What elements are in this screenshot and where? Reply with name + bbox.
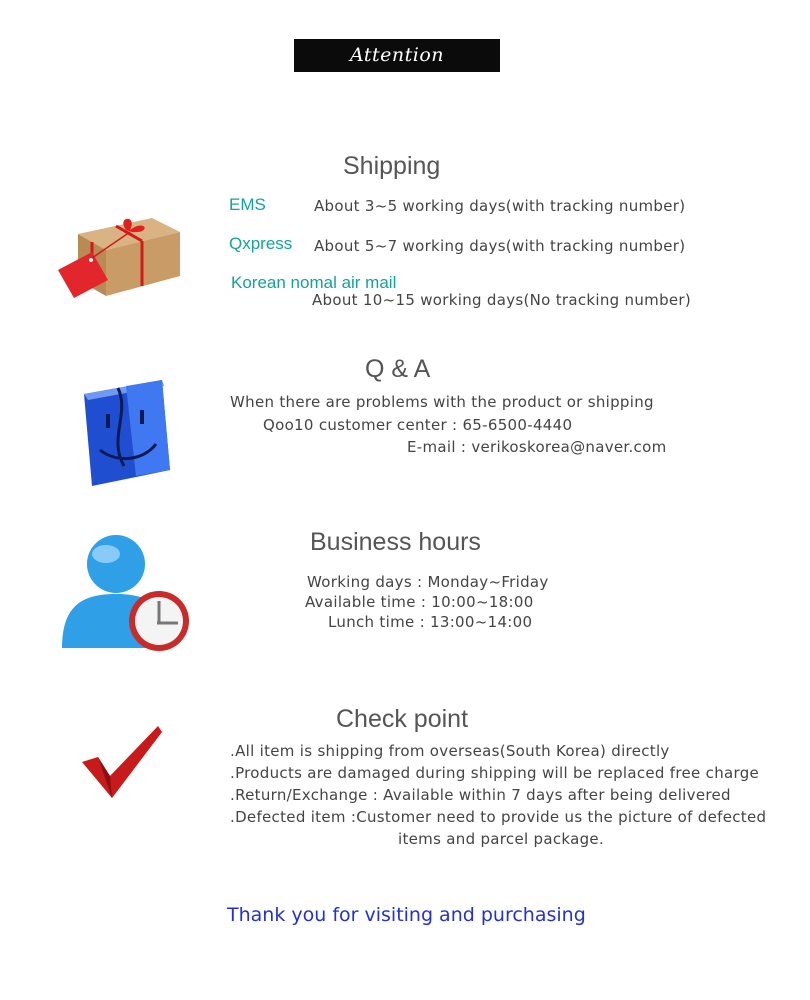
shipping-method-qxpress: Qxpress [229,234,293,253]
hours-heading: Business hours [310,528,481,556]
checkpoint-line-damaged: .Products are damaged during shipping will be replaced free charge [230,764,760,782]
shipping-method-airmail-detail: About 10~15 working days(No tracking number) [312,291,692,309]
user-clock-icon [58,530,194,654]
attention-banner [294,39,500,72]
attention-banner-title: Attention [349,44,445,66]
shipping-method-qxpress-detail: About 5~7 working days(with tracking number) [314,237,686,255]
qa-heading: Q & A [365,355,431,383]
parcel-box-icon [56,210,186,300]
shipping-heading: Shipping [343,152,441,180]
checkmark-icon [80,724,164,800]
shipping-method-airmail: Korean nomal air mail [231,273,397,292]
shipping-method-ems: EMS [229,195,266,214]
finder-face-icon [78,374,174,490]
qa-line-customer-center: Qoo10 customer center : 65-6500-4440 [263,416,573,434]
qa-line-problems: When there are problems with the product or shipping [230,393,654,411]
qa-line-email: E-mail : verikoskorea@naver.com [407,438,667,456]
thanks-message: Thank you for visiting and purchasing [227,904,586,926]
hours-line-lunch-time: Lunch time : 13:00~14:00 [328,613,533,631]
checkpoint-line-defected: .Defected item :Customer need to provide us the picture of defected [230,808,767,826]
checkpoint-line-overseas: .All item is shipping from overseas(South Korea) directly [230,742,670,760]
checkpoint-line-return: .Return/Exchange : Available within 7 days after being delivered [230,786,731,804]
shipping-method-ems-detail: About 3~5 working days(with tracking number) [314,197,686,215]
checkpoint-heading: Check point [336,705,469,733]
checkpoint-line-parcel: items and parcel package. [398,830,605,848]
hours-line-available-time: Available time : 10:00~18:00 [305,593,534,611]
hours-line-working-days: Working days : Monday~Friday [307,573,549,591]
